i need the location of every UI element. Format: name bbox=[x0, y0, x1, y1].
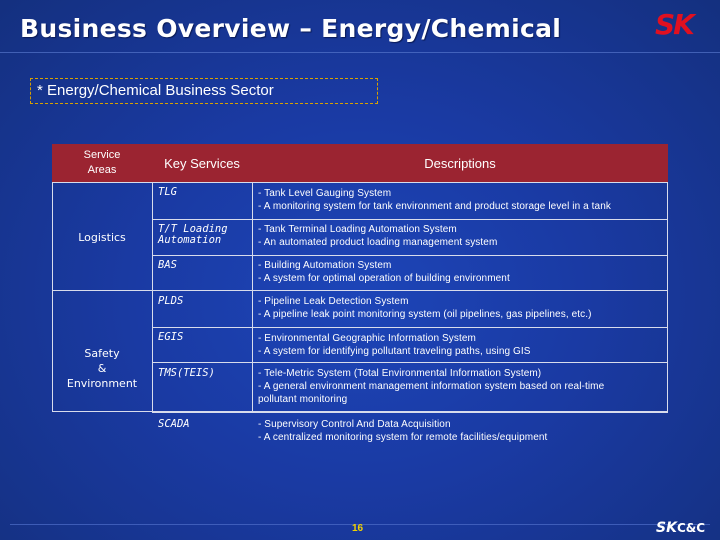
desc-scada bbox=[258, 418, 663, 444]
desc-tms-teis bbox=[258, 367, 663, 406]
desc-line: - A general environment management information system based on real-time pollutant monitoring bbox=[258, 381, 605, 405]
area-logistics: Logistics bbox=[78, 231, 126, 244]
key-service-tlg: TLG bbox=[158, 186, 177, 198]
area-safety-environment bbox=[52, 346, 152, 391]
desc-tt-loading bbox=[258, 223, 663, 249]
page-number: 16 bbox=[352, 523, 364, 534]
footer-logo-cc: C&C bbox=[676, 521, 706, 535]
area-safety-line2: & bbox=[97, 362, 107, 375]
desc-plds bbox=[258, 295, 663, 321]
desc-line: - An automated product loading management system bbox=[258, 237, 498, 248]
desc-line: - A system for optimal operation of building environment bbox=[258, 273, 510, 284]
row-divider bbox=[152, 255, 668, 256]
header-service-areas bbox=[52, 144, 152, 182]
desc-line: - Pipeline Leak Detection System bbox=[258, 296, 409, 307]
footer-logo bbox=[656, 520, 705, 536]
row-divider bbox=[152, 327, 668, 328]
desc-line: - A monitoring system for tank environment and product storage level in a tank bbox=[258, 201, 611, 212]
desc-line: - Tank Level Gauging System bbox=[258, 188, 392, 199]
desc-line: - A centralized monitoring system for remote facilities/equipment bbox=[258, 432, 548, 443]
key-service-bas: BAS bbox=[158, 259, 177, 271]
desc-tlg bbox=[258, 187, 663, 213]
desc-line: - Environmental Geographic Information System bbox=[258, 333, 476, 344]
col-divider-2 bbox=[252, 182, 253, 412]
desc-egis bbox=[258, 332, 663, 358]
desc-line: - Building Automation System bbox=[258, 260, 392, 271]
header-service-areas-line1: Service bbox=[83, 149, 121, 161]
key-service-egis: EGIS bbox=[158, 331, 184, 343]
desc-line: - A pipeline leak point monitoring system (oil pipelines, gas pipelines, etc.) bbox=[258, 309, 592, 320]
desc-line: - Supervisory Control And Data Acquisition bbox=[258, 419, 451, 430]
row-divider bbox=[152, 219, 668, 220]
desc-line: - Tele-Metric System (Total Environmental Information System) bbox=[258, 368, 542, 379]
key-line: Automation bbox=[158, 234, 222, 246]
row-divider bbox=[152, 412, 668, 413]
desc-line: - Tank Terminal Loading Automation System bbox=[258, 224, 457, 235]
footer-logo-sk: SK bbox=[656, 520, 677, 536]
desc-line: - A system for identifying pollutant traveling paths, using GIS bbox=[258, 346, 531, 357]
sector-heading: * Energy/Chemical Business Sector bbox=[30, 78, 378, 104]
col-divider-1 bbox=[152, 182, 153, 412]
key-service-tms-teis: TMS(TEIS) bbox=[158, 367, 215, 379]
group-divider bbox=[52, 290, 668, 291]
header-key-services: Key Services bbox=[164, 155, 240, 171]
sk-logo: SK bbox=[655, 8, 693, 41]
area-safety-line3: Environment bbox=[66, 377, 138, 390]
header-descriptions: Descriptions bbox=[424, 155, 496, 171]
key-service-plds: PLDS bbox=[158, 295, 184, 307]
header-service-areas-line2: Areas bbox=[87, 164, 117, 176]
row-divider bbox=[152, 362, 668, 363]
key-line: T/T Loading bbox=[158, 223, 228, 235]
area-safety-line1: Safety bbox=[84, 347, 120, 360]
slide-title: Business Overview – Energy/Chemical bbox=[20, 14, 562, 43]
key-service-tt-loading bbox=[158, 224, 250, 246]
title-divider bbox=[0, 52, 720, 53]
key-service-scada: SCADA bbox=[158, 418, 190, 430]
desc-bas bbox=[258, 259, 663, 285]
